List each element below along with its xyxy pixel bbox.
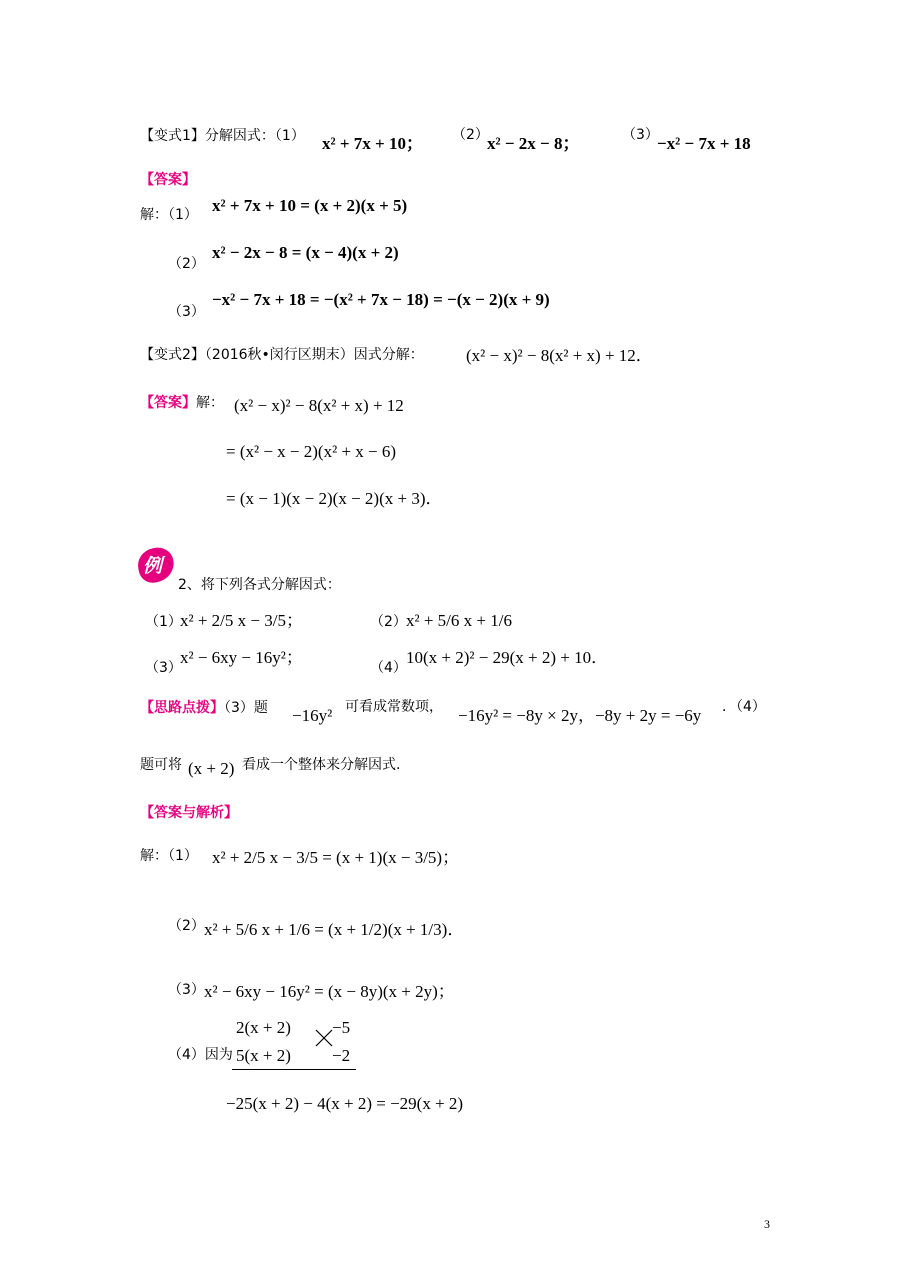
answer2-label: 【答案】 [140,395,196,411]
example-title: 2、将下列各式分解因式： [178,577,341,593]
example-badge: 例 [143,555,163,577]
hint-m2: −16y² = −8y × 2y，−8y + 2y = −6y [458,706,702,725]
variant1-label: 【变式1】 [140,128,205,144]
answer1-p3: （3） [168,304,205,320]
example-q1: x² + 2/5 x − 3/5； [180,611,303,630]
hint-m1: −16y² [292,706,333,725]
variant1-text: 分解因式： [204,128,275,144]
variant2-line [140,344,424,365]
variant1-p3: （3） [622,127,659,143]
answer1-l2: x² − 2x − 8 = (x − 4)(x + 2) [212,243,399,262]
solution-s1: x² + 2/5 x − 3/5 = (x + 1)(x − 3/5)； [212,848,460,867]
example-q2p: （2） [370,614,407,630]
cross-c1r: −5 [332,1018,351,1037]
cross-multiplication-mark [314,1028,334,1048]
hint-t1: （3）题 [224,700,268,716]
variant1-e3: −x² − 7x + 18 [657,134,751,153]
answer1-l1: x² + 7x + 10 = (x + 2)(x + 5) [212,196,408,215]
hint-m3: (x + 2) [188,759,235,778]
cross-c2: 5(x + 2) [236,1046,291,1065]
cross-c1: 2(x + 2) [236,1018,291,1037]
cross-underline [232,1069,356,1070]
cross-c2r: −2 [332,1046,351,1065]
variant2-expr: (x² − x)² − 8(x² + x) + 12． [466,346,653,365]
answer2-head [140,392,224,413]
example-q2: x² + 5/6 x + 1/6 [406,611,512,630]
hint-t5: 看成一个整体来分解因式. [242,757,401,773]
solution-label: 【答案与解析】 [140,805,238,821]
example-q4: 10(x + 2)² − 29(x + 2) + 10． [406,648,609,667]
hint-t3: ．（4） [722,699,766,715]
variant1-p2: （2） [452,127,489,143]
solution-s2: x² + 5/6 x + 1/6 = (x + 1/2)(x + 1/3)． [204,920,465,939]
solution-s3: x² − 6xy − 16y² = (x − 8y)(x + 2y)； [204,982,455,1001]
hint-t4: 题可将 [140,757,182,773]
variant1-p1: （1） [274,128,305,144]
example-q4p: （4） [370,660,407,676]
answer2-jie: 解： [196,395,224,411]
answer2-l2: = (x² − x − 2)(x² + x − 6) [226,442,397,461]
example-q3: x² − 6xy − 16y²； [180,648,303,667]
answer1-l3: −x² − 7x + 18 = −(x² + 7x − 18) = −(x − 2)(x + 9) [212,290,550,309]
solution-jie: 解：（1） [140,848,198,864]
variant1-line [140,125,305,146]
variant1-e1: x² + 7x + 10； [322,134,423,153]
example-q3p: （3） [145,660,182,676]
hint-label: 【思路点拨】 [140,700,224,716]
answer2-l3: = (x − 1)(x − 2)(x − 2)(x + 3)． [226,489,443,508]
answer1-p2: （2） [168,256,205,272]
variant2-text: （2016秋•闵行区期末）因式分解： [204,347,424,363]
solution-p4: （4）因为 [168,1047,233,1063]
solution-s4: −25(x + 2) − 4(x + 2) = −29(x + 2) [226,1094,464,1113]
solution-p2: （2） [168,918,205,934]
page-number: 3 [764,1217,770,1231]
answer1-label: 【答案】 [140,172,196,188]
hint-line1 [140,697,268,718]
solution-p3: （3） [168,982,205,998]
example-q1p: （1） [145,614,182,630]
variant1-e2: x² − 2x − 8； [487,134,580,153]
variant2-label: 【变式2】 [140,347,205,363]
answer2-l1: (x² − x)² − 8(x² + x) + 12 [234,396,404,415]
answer1-jie: 解：（1） [140,207,198,223]
hint-t2: 可看成常数项， [345,699,443,715]
